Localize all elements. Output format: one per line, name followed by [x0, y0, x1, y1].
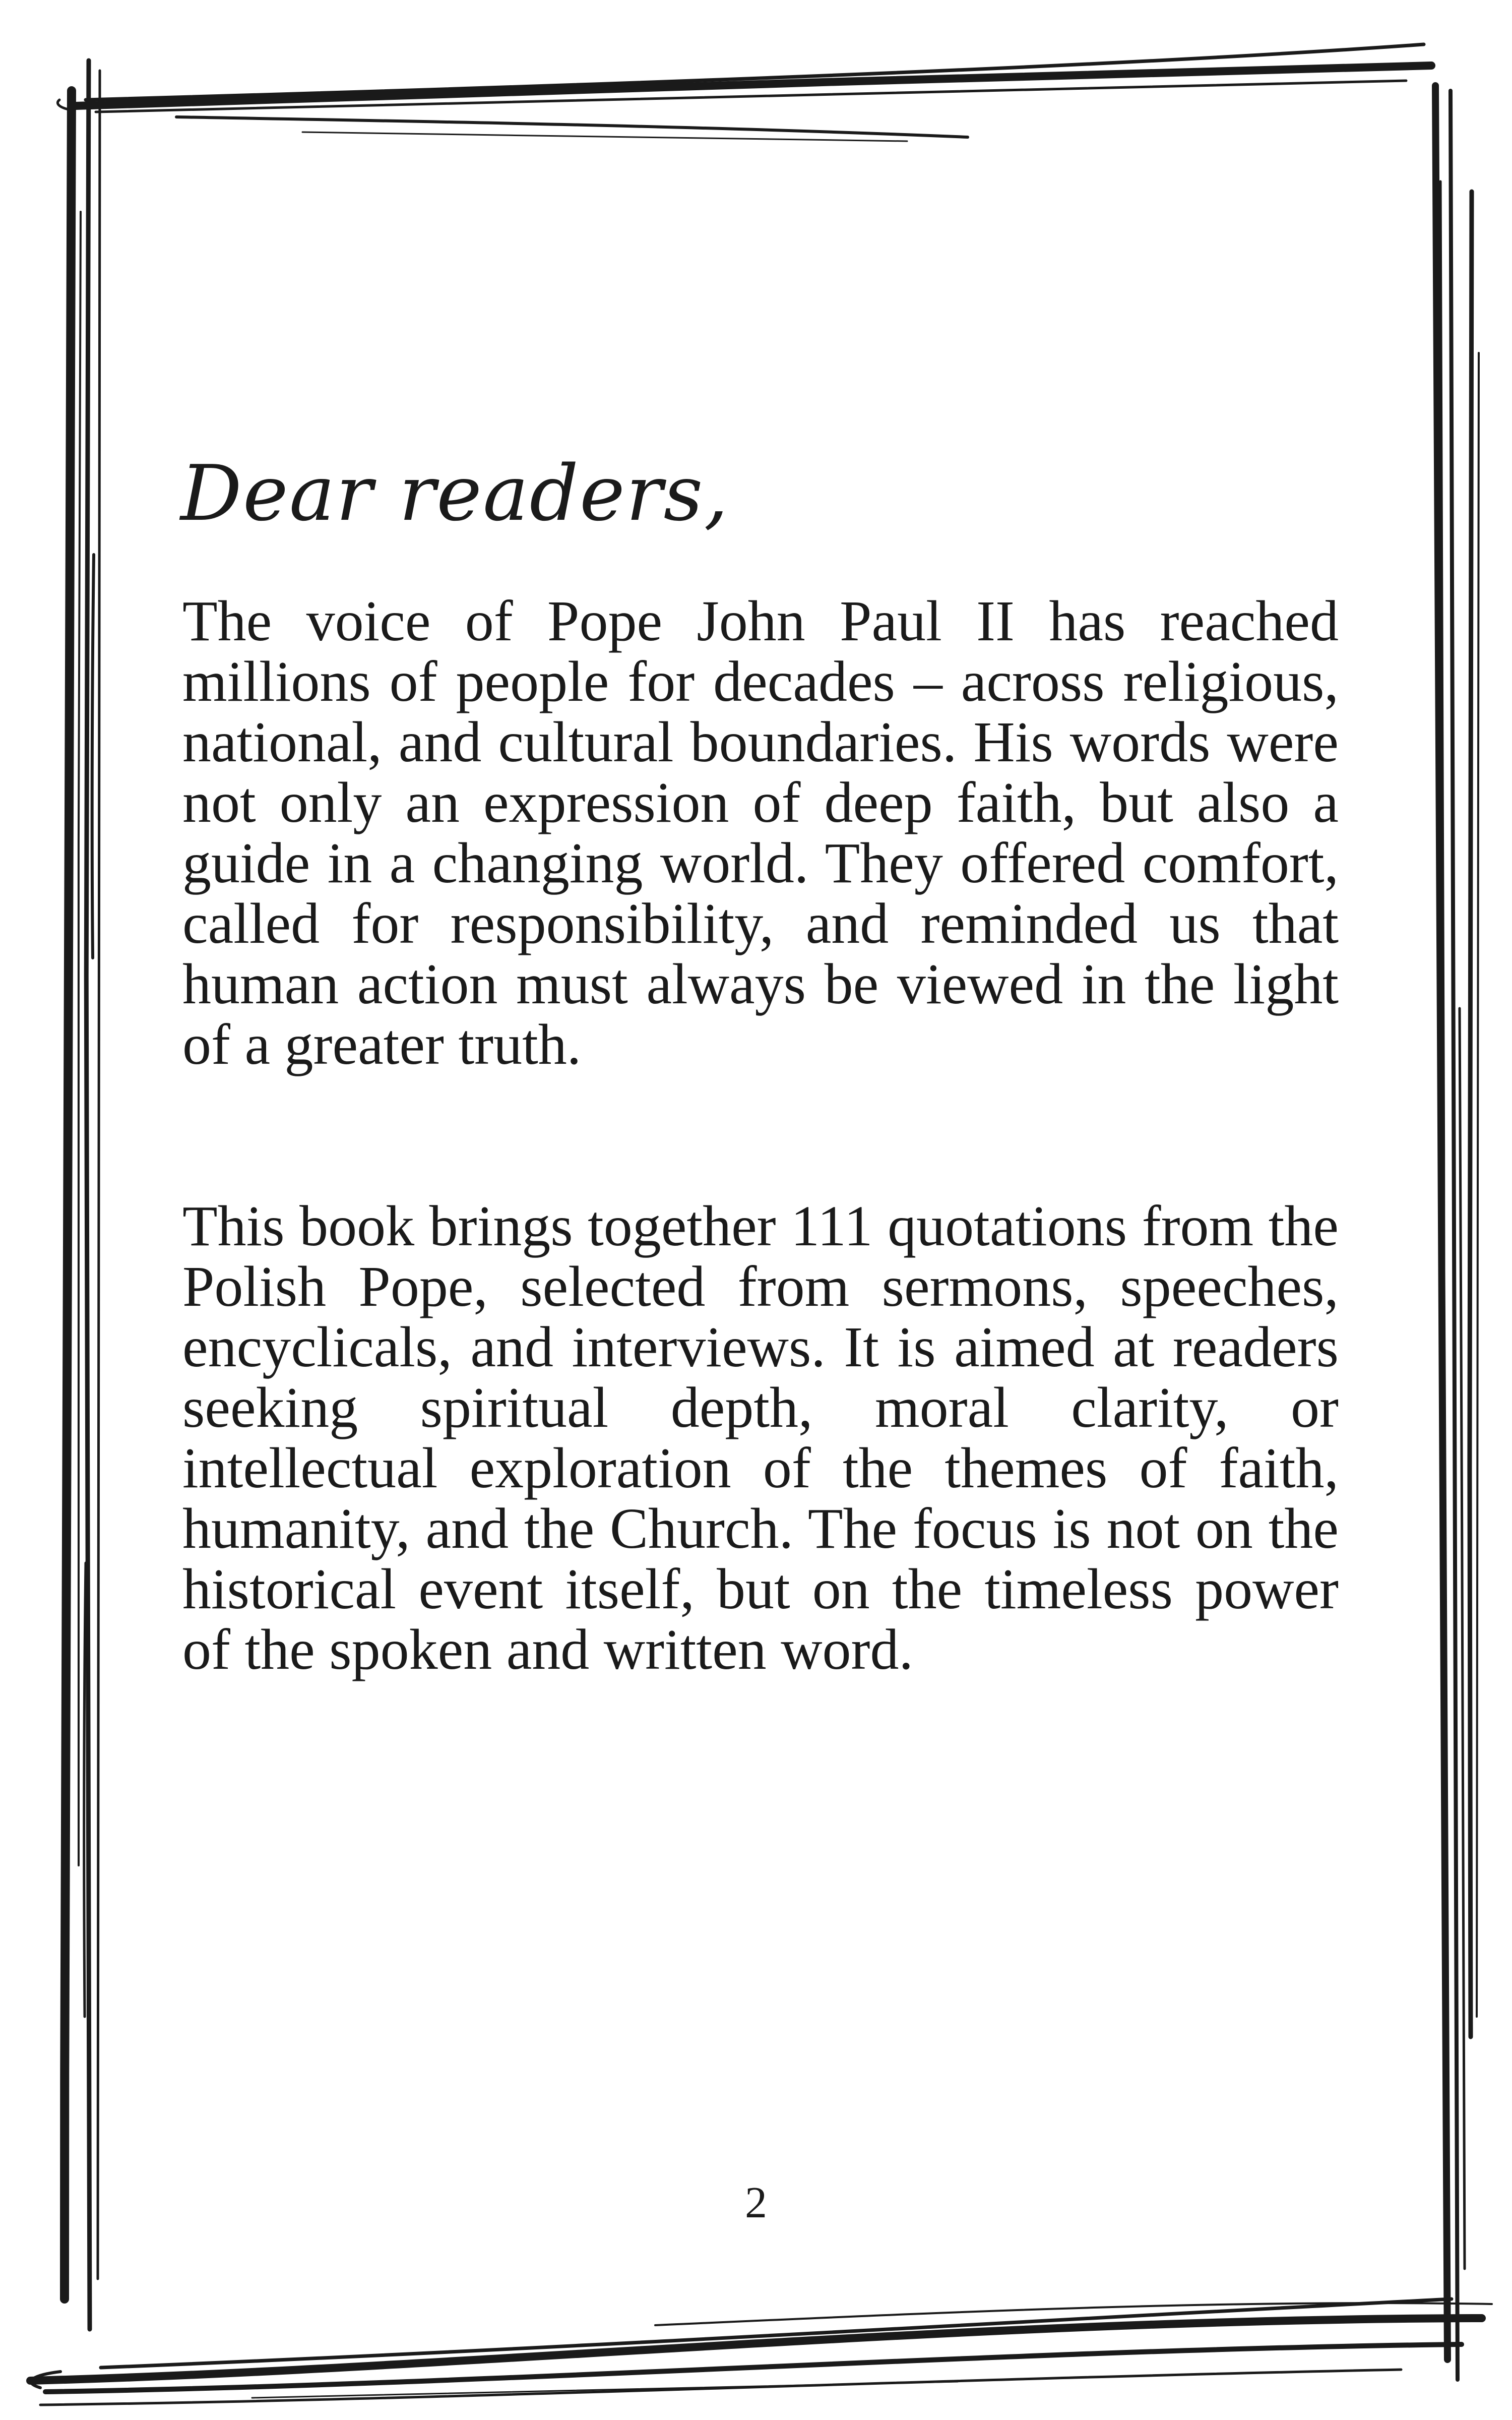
page-number: 2: [745, 2179, 767, 2227]
border-bottom: [30, 2299, 1492, 2405]
border-top: [57, 44, 1431, 141]
page-heading: Dear readers,: [180, 449, 729, 538]
border-right: [1435, 86, 1479, 2380]
border-left: [65, 60, 100, 2329]
body-paragraph-2: This book brings together 111 quotations from the Polish Pope, selected from sermons, speeches, encyclicals, and interviews. It is aimed at readers seeking spiritual depth, moral clarity, or intellectual exploration of the themes of faith, humanity, and the Church. The focus is not on the historical event itself, but on the timeless power of the spoken and written word.: [182, 1194, 1339, 1681]
body-paragraph-1: The voice of Pope John Paul II has reached millions of people for decades – across religious, national, and cultural boundaries. His words were not only an expression of deep faith, but also a guide in a changing world. They offered comfort, called for responsibility, and reminded us that human action must always be viewed in the light of a greater truth.: [182, 589, 1339, 1076]
